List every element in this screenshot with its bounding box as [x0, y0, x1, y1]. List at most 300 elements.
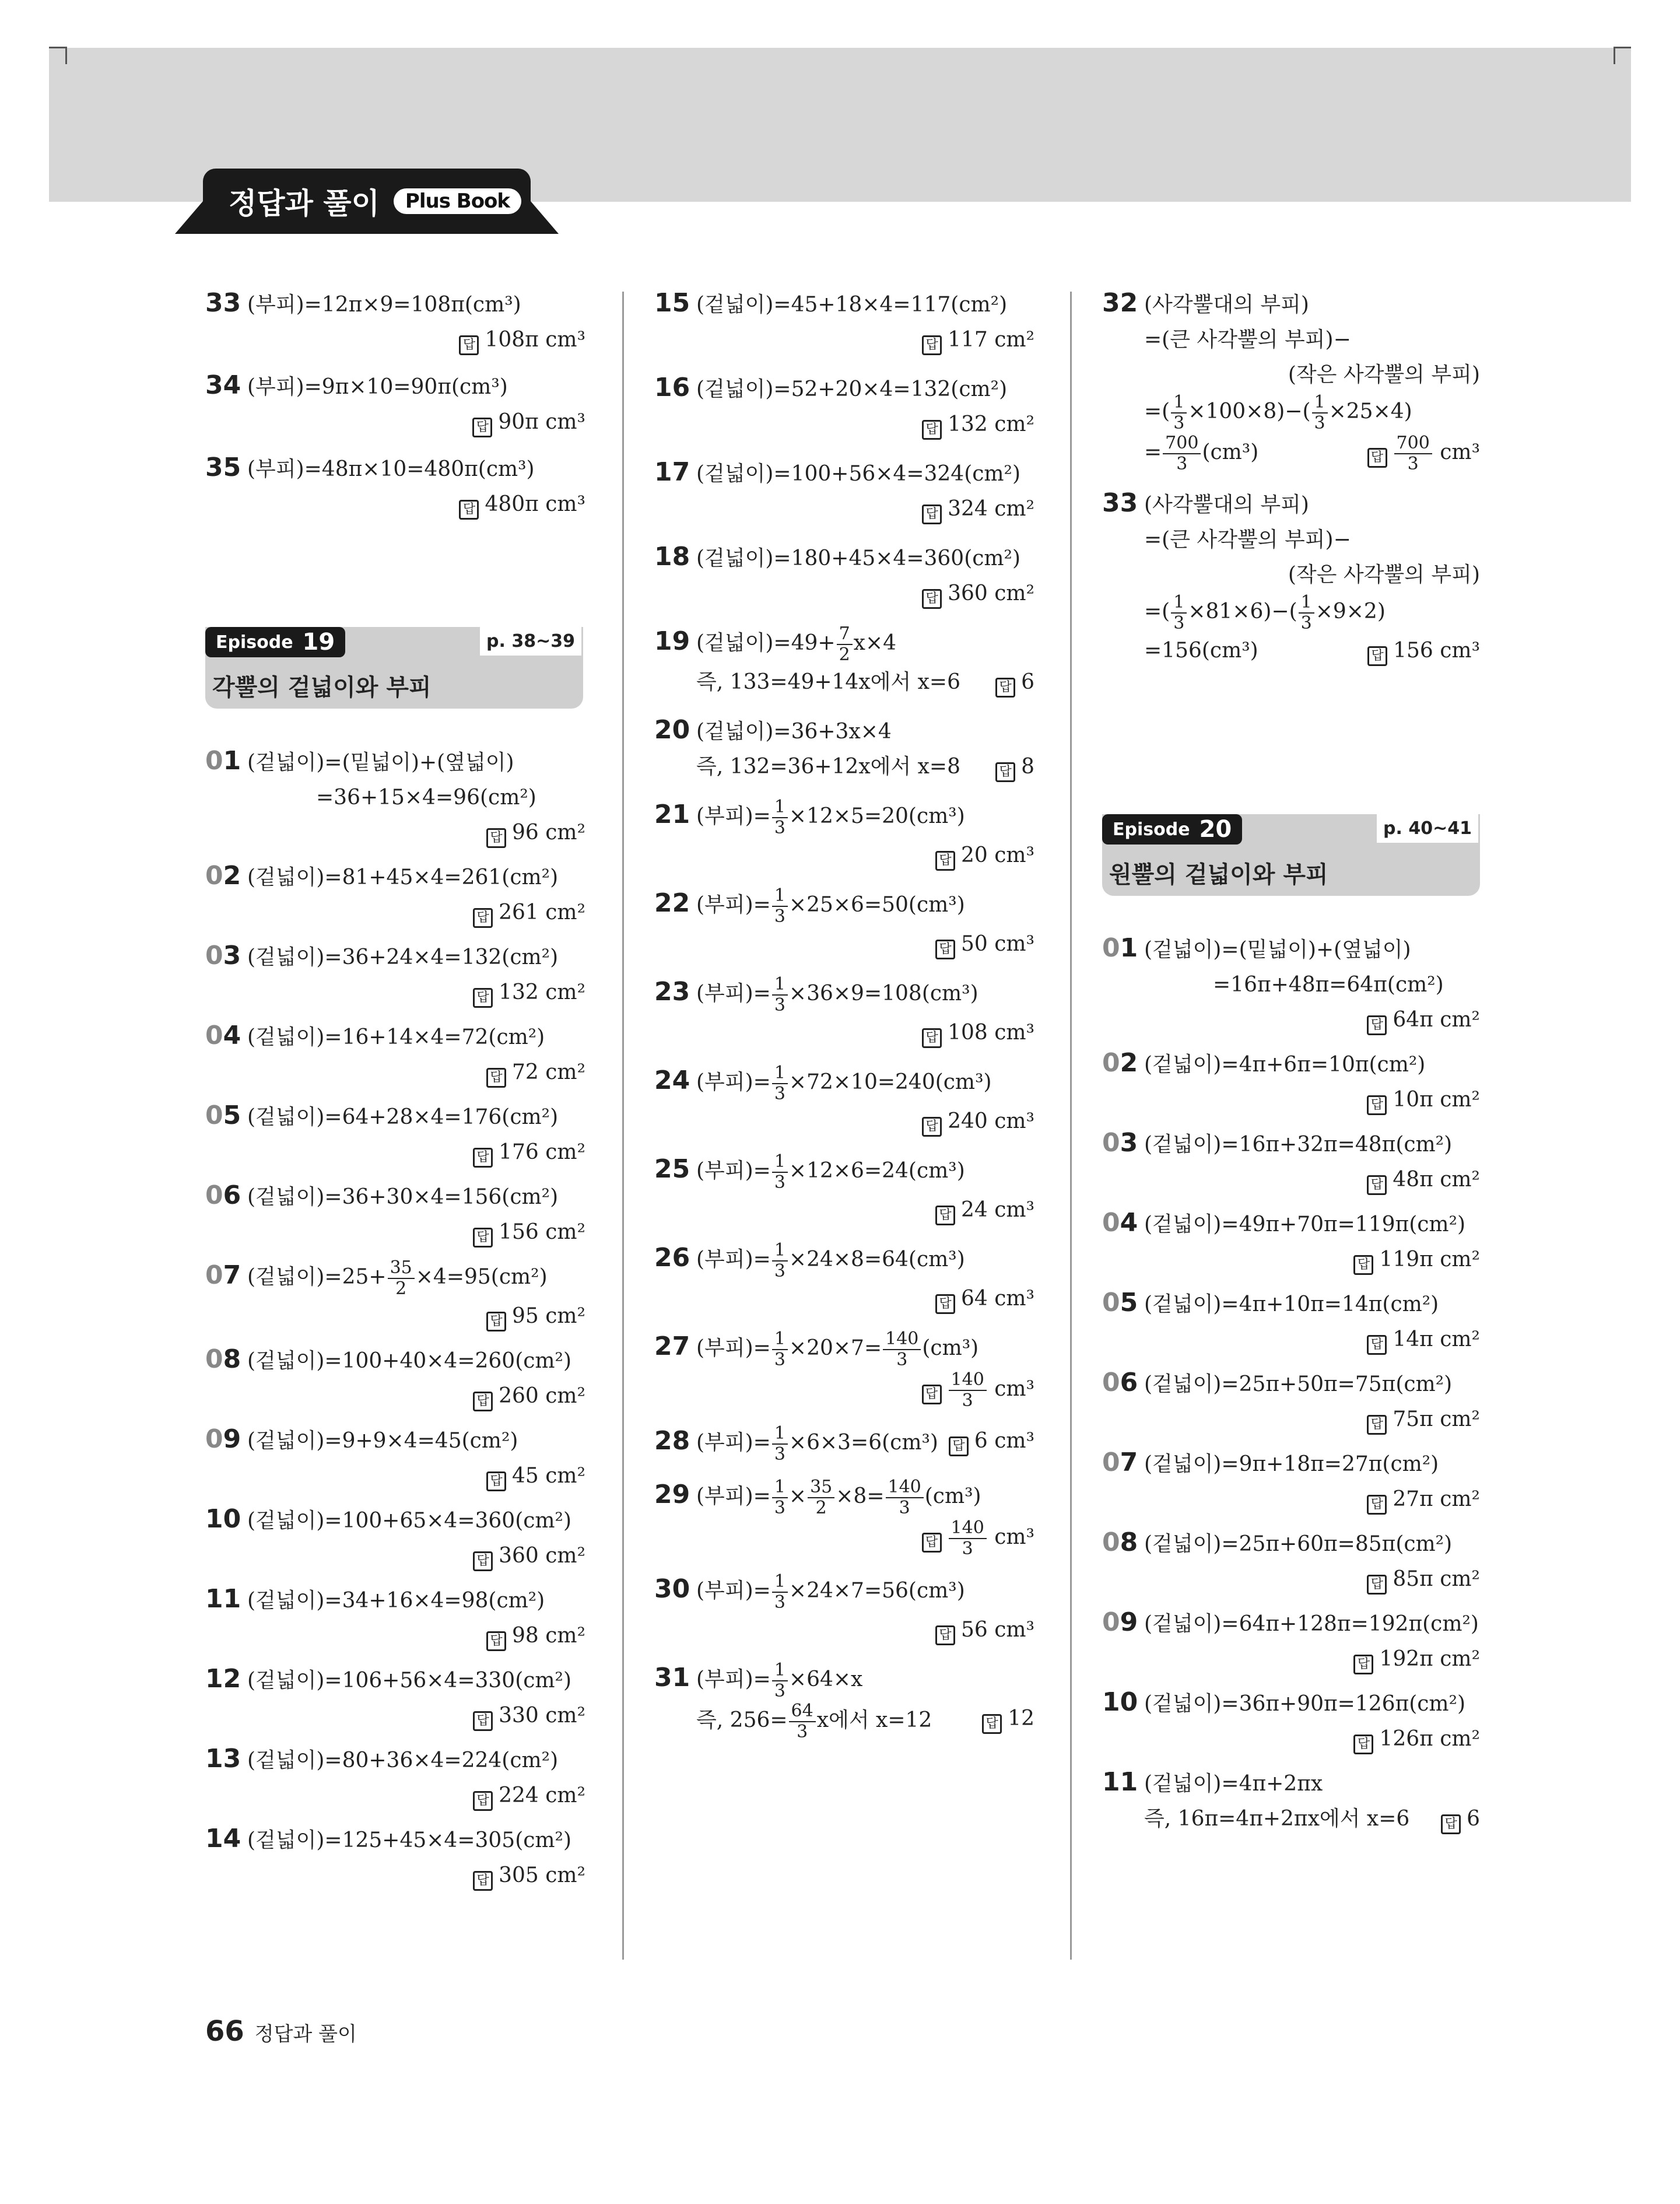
fraction-numerator: 700 — [1394, 433, 1432, 454]
answer — [995, 665, 1034, 700]
answer — [205, 1299, 585, 1334]
solution-text: ×9×2) — [1315, 600, 1386, 623]
answer — [205, 1858, 585, 1893]
solution-line — [205, 1178, 585, 1215]
answer — [205, 1379, 585, 1414]
problem-number-zero: 0 — [205, 746, 223, 776]
solution-text: (겉넓이)=100+40×4=260(cm²) — [247, 1349, 572, 1373]
solution-line — [654, 455, 1034, 492]
solution-text: (사각뿔대의 부피) — [1144, 493, 1309, 517]
problem-item — [654, 713, 1034, 784]
solution-text: (겉넓이)=34+16×4=98(cm²) — [247, 1589, 545, 1613]
problem-item — [205, 1582, 585, 1653]
problem-number: 14 — [205, 1824, 241, 1853]
answer-value: 85π cm² — [1393, 1567, 1480, 1591]
crop-mark — [1614, 47, 1615, 64]
problem-number-zero: 0 — [1102, 1448, 1120, 1477]
problem-item — [205, 1098, 585, 1170]
solution-text: (부피)= — [696, 1667, 771, 1691]
solution-text: (사각뿔대의 부피) — [1144, 293, 1309, 317]
answer-mark-icon: 답 — [1367, 1415, 1387, 1435]
answer-mark-icon: 답 — [1367, 1015, 1387, 1035]
solution-line — [654, 1424, 1034, 1464]
fraction-numerator: 1 — [772, 975, 788, 996]
solution-line — [1102, 393, 1480, 433]
problem-item — [205, 368, 585, 440]
answer-mark-icon: 답 — [473, 1711, 493, 1731]
solution-line — [1102, 523, 1480, 558]
problem-item — [205, 450, 585, 522]
problem-item — [1102, 1525, 1480, 1597]
fraction-numerator: 35 — [808, 1477, 834, 1498]
solution-text: ×24×7=56(cm³) — [788, 1579, 965, 1603]
answer-value: 108π cm³ — [485, 328, 585, 352]
fraction-denominator: 3 — [774, 906, 785, 927]
header-tab — [203, 169, 531, 234]
solution-line — [1102, 1046, 1480, 1082]
fraction-denominator: 3 — [774, 1444, 785, 1464]
fraction — [949, 1518, 987, 1559]
fraction — [772, 1572, 788, 1613]
solution-text: ×36×9=108(cm³) — [788, 982, 978, 1005]
problem-item — [1102, 286, 1480, 474]
solution-text: (겉넓이)=180+45×4=360(cm²) — [696, 546, 1021, 570]
answer-mark-icon: 답 — [473, 1551, 493, 1571]
fraction-denominator: 3 — [774, 1592, 785, 1613]
problem-item — [205, 1258, 585, 1334]
solution-text: (겉넓이)=25π+50π=75π(cm²) — [1144, 1372, 1453, 1396]
answer — [205, 1215, 585, 1250]
solution-line — [205, 938, 585, 975]
answer-value: 64π cm² — [1393, 1008, 1480, 1032]
problem-item — [654, 370, 1034, 442]
fraction-denominator: 3 — [899, 1498, 910, 1518]
fraction-denominator: 3 — [774, 1084, 785, 1104]
solution-line — [1102, 1765, 1480, 1802]
answer-mark-icon: 답 — [472, 418, 492, 437]
solution-line — [205, 286, 585, 323]
answer-mark-icon: 답 — [459, 335, 479, 355]
fraction — [837, 624, 853, 665]
fraction — [772, 1152, 788, 1193]
fraction — [772, 1660, 788, 1701]
solution-line — [1102, 323, 1480, 358]
solution-text: ×12×6=24(cm³) — [788, 1159, 965, 1183]
solution-text: (부피)= — [696, 1070, 771, 1094]
solution-text: (겉넓이)=4π+6π=10π(cm²) — [1144, 1053, 1426, 1077]
fraction — [1163, 433, 1201, 474]
answer — [1102, 1402, 1480, 1437]
problem-item — [654, 1241, 1034, 1316]
problem-number: 10 — [1102, 1687, 1138, 1717]
answer — [1102, 1242, 1480, 1277]
episode-header — [1102, 814, 1480, 896]
problem-number-zero: 0 — [205, 1260, 223, 1290]
solution-text: (겉넓이)=4π+10π=14π(cm²) — [1144, 1292, 1439, 1316]
fraction — [1394, 433, 1432, 474]
solution-text: (겉넓이)=125+45×4=305(cm²) — [247, 1828, 572, 1852]
episode-badge — [1102, 814, 1242, 845]
answer — [205, 1778, 585, 1813]
fraction-denominator: 3 — [1314, 413, 1325, 433]
answer-value: 108 cm³ — [948, 1021, 1034, 1045]
crop-mark — [1614, 47, 1631, 48]
problem-number: 28 — [654, 1426, 690, 1456]
episode-title: 원뿔의 겉넓이와 부피 — [1109, 861, 1328, 888]
fraction-numerator: 64 — [789, 1701, 816, 1722]
problem-item — [654, 1660, 1034, 1742]
fraction — [883, 1329, 921, 1370]
footer-label: 정답과 풀이 — [254, 2023, 357, 2046]
problem-item — [205, 1662, 585, 1733]
fraction-numerator: 1 — [772, 1329, 788, 1350]
answer — [1441, 1802, 1480, 1837]
solution-text: (겉넓이)=80+36×4=224(cm²) — [247, 1749, 559, 1772]
problem-item — [654, 886, 1034, 962]
solution-text: (부피)=12π×9=108π(cm³) — [247, 293, 521, 317]
solution-text: =( — [1144, 600, 1170, 623]
solution-text: (겉넓이)=16π+32π=48π(cm²) — [1144, 1133, 1453, 1157]
problem-number: 33 — [1102, 488, 1138, 518]
fraction — [388, 1258, 415, 1299]
fraction-numerator: 1 — [772, 1477, 788, 1498]
page-number: 66 — [205, 2015, 244, 2048]
episode-label: Episode — [1113, 819, 1190, 840]
answer — [1102, 1562, 1480, 1597]
problem-number: 16 — [654, 373, 690, 402]
problem-number-zero: 0 — [205, 1344, 223, 1374]
solution-text: (겉넓이)=(밑넓이)+(옆넓이) — [1144, 938, 1411, 962]
episode-pages: p. 40~41 — [1375, 814, 1480, 845]
fraction-denominator: 2 — [395, 1278, 407, 1299]
solution-text: (겉넓이)=52+20×4=132(cm²) — [696, 377, 1008, 401]
problem-item — [1102, 1445, 1480, 1517]
problem-number: 32 — [1102, 288, 1138, 318]
problem-number: 11 — [205, 1584, 241, 1614]
answer-value: 96 cm² — [512, 821, 585, 845]
answer-mark-icon: 답 — [922, 1028, 942, 1048]
answer — [1102, 1003, 1480, 1038]
fraction-denominator: 3 — [774, 1498, 785, 1518]
problem-item — [1102, 931, 1480, 1038]
solution-text: 즉, 133=49+14x에서 x=6 — [696, 670, 960, 694]
problem-item — [1102, 1285, 1480, 1357]
answer — [205, 1055, 585, 1090]
solution-line — [654, 886, 1034, 927]
fraction — [789, 1701, 816, 1742]
solution-text: =16π+48π=64π(cm²) — [1213, 973, 1444, 997]
solution-text: (부피)= — [696, 1431, 771, 1455]
answer-mark-icon: 답 — [922, 335, 942, 355]
answer — [654, 1015, 1034, 1050]
problem-number: 03 — [205, 941, 241, 970]
fraction — [1171, 393, 1187, 433]
solution-text: ×20×7= — [788, 1336, 882, 1360]
fraction-denominator: 3 — [797, 1722, 808, 1742]
fraction — [808, 1477, 834, 1518]
solution-text: =156(cm³) — [1144, 639, 1258, 663]
answer — [205, 895, 585, 930]
answer-mark-icon: 답 — [935, 1625, 955, 1645]
answer — [205, 1459, 585, 1494]
answer-mark-icon: 답 — [1353, 1735, 1373, 1754]
solution-text: (겉넓이)=16+14×4=72(cm²) — [247, 1025, 545, 1049]
fraction-denominator: 2 — [839, 644, 850, 665]
solution-line — [205, 1258, 585, 1299]
solution-line — [654, 749, 1034, 784]
answer — [654, 1104, 1034, 1139]
answer-mark-icon: 답 — [1353, 1655, 1373, 1674]
solution-line — [205, 368, 585, 405]
answer-mark-icon: 답 — [982, 1714, 1002, 1734]
problem-number: 22 — [654, 888, 690, 918]
solution-line — [654, 1701, 1034, 1742]
answer-mark-icon: 답 — [1367, 1575, 1387, 1595]
solution-text: (겉넓이)=25π+60π=85π(cm²) — [1144, 1532, 1453, 1556]
fraction-denominator: 3 — [1407, 454, 1419, 474]
solution-text: (부피)= — [696, 1579, 771, 1603]
answer-value: 90π cm³ — [498, 410, 585, 434]
column-divider — [1070, 292, 1072, 1960]
solution-line — [205, 1502, 585, 1539]
solution-text: (겉넓이)=9π+18π=27π(cm²) — [1144, 1452, 1439, 1476]
solution-text: ×6×3=6(cm³) — [788, 1431, 938, 1455]
problem-number: 02 — [1102, 1048, 1138, 1078]
solution-text: (겉넓이)=36+30×4=156(cm²) — [247, 1185, 559, 1209]
answer-value: 260 cm² — [499, 1384, 585, 1408]
fraction — [772, 886, 788, 927]
answer-value: 45 cm² — [512, 1464, 585, 1488]
answer — [654, 1370, 1034, 1411]
problem-item — [205, 1502, 585, 1574]
solution-line — [1102, 633, 1480, 668]
answer-mark-icon: 답 — [922, 420, 942, 440]
solution-text: (겉넓이)=64π+128π=192π(cm²) — [1144, 1612, 1479, 1636]
fraction-numerator: 1 — [1171, 593, 1187, 614]
problem-item — [205, 1178, 585, 1250]
problem-number: 29 — [654, 1480, 690, 1509]
problem-number-zero: 0 — [1102, 1527, 1120, 1557]
problem-item — [1102, 1046, 1480, 1117]
problem-number: 02 — [205, 861, 241, 891]
fraction-denominator: 3 — [896, 1350, 908, 1370]
answer-mark-icon: 답 — [922, 1117, 942, 1137]
fraction-numerator: 1 — [772, 1660, 788, 1681]
problem-number: 30 — [654, 1574, 690, 1604]
answer-mark-icon: 답 — [922, 1533, 942, 1553]
solution-text: (cm³) — [924, 1484, 981, 1508]
problem-item — [205, 1422, 585, 1494]
problem-number-zero: 0 — [1102, 1048, 1120, 1078]
fraction-numerator: 1 — [772, 886, 788, 907]
fraction-denominator: 3 — [962, 1539, 973, 1559]
problem-number-zero: 0 — [205, 1021, 223, 1050]
solution-line — [205, 1582, 585, 1618]
answer-value: 27π cm² — [1393, 1487, 1480, 1511]
episode-number: 19 — [302, 629, 335, 656]
answer-value: 360 cm² — [499, 1544, 585, 1568]
problem-number: 11 — [1102, 1767, 1138, 1797]
solution-line — [1102, 1285, 1480, 1322]
answer-value: cm³ — [994, 1525, 1034, 1549]
solution-text: (부피)=9π×10=90π(cm³) — [247, 375, 508, 399]
solution-text: (겉넓이)=9+9×4=45(cm²) — [247, 1429, 518, 1453]
problem-number: 03 — [1102, 1128, 1138, 1158]
solution-text: = — [1144, 440, 1162, 464]
solution-line — [1102, 1605, 1480, 1642]
fraction — [886, 1477, 924, 1518]
answer-value: 56 cm³ — [961, 1618, 1034, 1642]
answer — [949, 1424, 1034, 1459]
solution-text: =(큰 사각뿔의 부피)− — [1144, 328, 1351, 352]
solution-line — [1102, 931, 1480, 968]
problem-item — [205, 1742, 585, 1813]
answer-mark-icon: 답 — [1441, 1814, 1461, 1834]
solution-text: ×4=95(cm²) — [415, 1265, 548, 1289]
problem-item — [654, 286, 1034, 358]
solution-line — [1102, 1685, 1480, 1722]
answer-value: 324 cm² — [948, 497, 1034, 521]
fraction — [1299, 593, 1314, 633]
problem-item — [1102, 1365, 1480, 1437]
answer-value: 12 — [1008, 1707, 1034, 1730]
fraction-numerator: 1 — [1171, 393, 1187, 414]
answer — [654, 576, 1034, 611]
solution-text: ×25×4) — [1328, 400, 1412, 423]
answer-value: 6 — [1467, 1807, 1480, 1831]
fraction-numerator: 700 — [1163, 433, 1201, 454]
solution-line — [654, 1572, 1034, 1613]
problem-item — [205, 1821, 585, 1893]
answer-mark-icon: 답 — [486, 828, 506, 848]
answer-value: 126π cm² — [1379, 1727, 1480, 1751]
answer — [654, 407, 1034, 442]
answer-mark-icon: 답 — [1367, 448, 1387, 468]
answer-mark-icon: 답 — [935, 940, 955, 959]
solution-line — [654, 713, 1034, 749]
problem-number: 34 — [205, 370, 241, 400]
problem-number: 20 — [654, 715, 690, 745]
answer — [995, 749, 1034, 784]
problem-item — [205, 744, 585, 850]
answer-mark-icon: 답 — [995, 678, 1015, 698]
answer-mark-icon: 답 — [1367, 1095, 1387, 1115]
answer — [1102, 1082, 1480, 1117]
solution-text: (부피)= — [696, 893, 771, 917]
fraction-denominator: 3 — [774, 818, 785, 838]
solution-line — [1102, 1525, 1480, 1562]
answer-value: 480π cm³ — [485, 492, 585, 516]
problem-item — [205, 286, 585, 358]
answer — [205, 1539, 585, 1574]
problem-number: 08 — [205, 1344, 241, 1374]
answer — [205, 815, 585, 850]
solution-text: ×81×6)−( — [1188, 600, 1297, 623]
answer-mark-icon: 답 — [935, 851, 955, 871]
answer — [654, 492, 1034, 527]
answer-mark-icon: 답 — [473, 1392, 493, 1411]
answer-mark-icon: 답 — [922, 589, 942, 609]
fraction-numerator: 1 — [1312, 393, 1328, 414]
problem-item — [1102, 1605, 1480, 1677]
fraction-numerator: 7 — [837, 624, 853, 645]
problem-number: 18 — [654, 542, 690, 572]
solution-text: (부피)= — [696, 1159, 771, 1183]
solution-line — [205, 780, 585, 815]
answer-mark-icon: 답 — [1353, 1255, 1373, 1275]
answer-value: 98 cm² — [512, 1624, 585, 1648]
problem-number: 35 — [205, 453, 241, 482]
fraction — [772, 1063, 788, 1104]
problem-item — [654, 1152, 1034, 1228]
answer-value: 132 cm² — [499, 980, 585, 1004]
problem-number: 07 — [205, 1260, 241, 1290]
problem-item — [205, 859, 585, 930]
problem-number: 33 — [205, 288, 241, 318]
solution-line — [654, 1152, 1034, 1193]
answer-value: 176 cm² — [499, 1140, 585, 1164]
solution-text: (겉넓이)=100+56×4=324(cm²) — [696, 462, 1021, 486]
fraction-denominator: 3 — [1300, 613, 1312, 633]
fraction-numerator: 35 — [388, 1258, 415, 1279]
solution-text: x×4 — [853, 631, 897, 655]
answer — [205, 405, 585, 440]
answer-value: 10π cm² — [1393, 1088, 1480, 1112]
answer — [1102, 1722, 1480, 1757]
crop-mark — [65, 47, 67, 64]
episode-title: 각뿔의 겉넓이와 부피 — [212, 674, 432, 701]
answer-mark-icon: 답 — [995, 762, 1015, 782]
fraction-denominator: 3 — [774, 1261, 785, 1281]
fraction — [772, 1477, 788, 1518]
solution-text: (겉넓이)=81+45×4=261(cm²) — [247, 866, 559, 889]
problem-number: 24 — [654, 1066, 690, 1095]
problem-item — [1102, 1126, 1480, 1197]
answer-mark-icon: 답 — [459, 500, 479, 520]
episode-badge — [205, 627, 345, 657]
answer-value: 6 — [1021, 670, 1034, 694]
answer-mark-icon: 답 — [486, 1471, 506, 1491]
answer — [205, 975, 585, 1010]
answer-value: 64 cm³ — [961, 1287, 1034, 1311]
problem-number: 06 — [205, 1180, 241, 1210]
fraction — [949, 1370, 987, 1411]
problem-item — [1102, 486, 1480, 668]
solution-text: ×25×6=50(cm³) — [788, 893, 965, 917]
solution-text: (겉넓이)=(밑넓이)+(옆넓이) — [247, 751, 514, 775]
solution-line — [205, 450, 585, 487]
solution-line — [654, 624, 1034, 665]
answer-value: 305 cm² — [499, 1863, 585, 1887]
solution-text: ×8= — [836, 1484, 885, 1508]
solution-text: =( — [1144, 400, 1170, 423]
episode-number: 20 — [1199, 816, 1232, 843]
column-1 — [205, 286, 585, 1901]
solution-text: =(큰 사각뿔의 부피)− — [1144, 528, 1351, 552]
problem-item — [654, 624, 1034, 700]
problem-number: 19 — [654, 626, 690, 656]
answer-mark-icon: 답 — [473, 1148, 493, 1168]
solution-line — [654, 286, 1034, 323]
fraction-numerator: 140 — [949, 1370, 987, 1391]
solution-text: (겉넓이)=36+24×4=132(cm²) — [247, 945, 559, 969]
answer-value: 75π cm² — [1393, 1407, 1480, 1431]
answer-mark-icon: 답 — [1367, 1175, 1387, 1195]
answer-mark-icon: 답 — [935, 1294, 955, 1314]
solution-line — [205, 859, 585, 895]
solution-text: (부피)= — [696, 804, 771, 828]
solution-line — [1102, 1445, 1480, 1482]
